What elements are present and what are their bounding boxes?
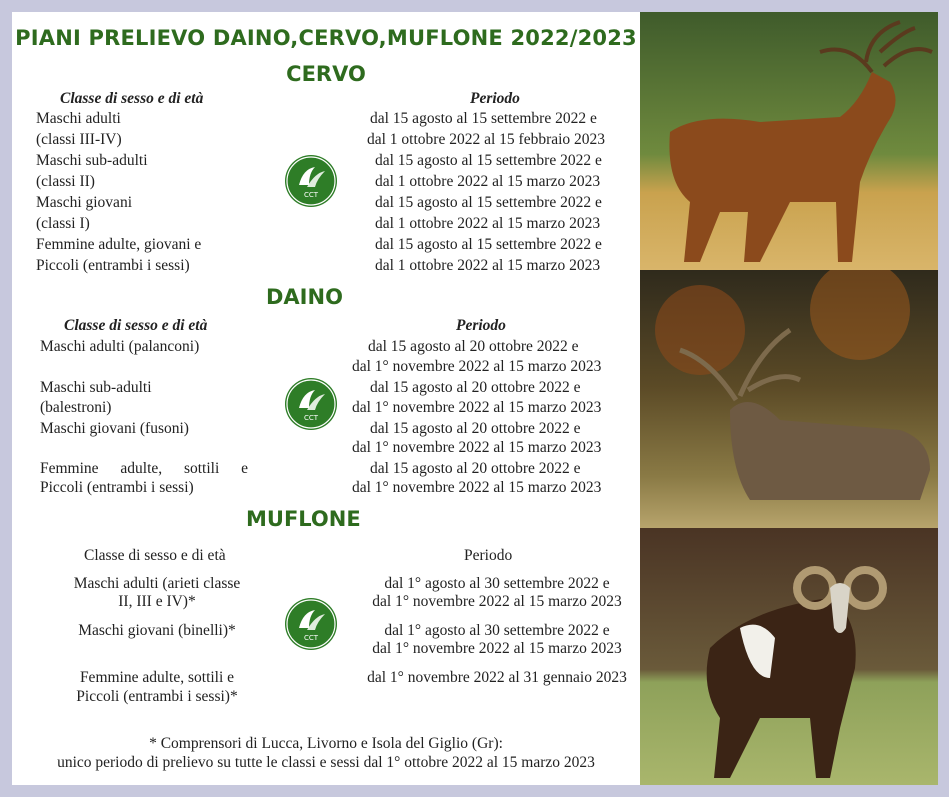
mouflon-ram-photo — [640, 528, 938, 785]
footnote-line-2: unico periodo di prelievo su tutte le classi e sessi dal 1° ottobre 2022 al 15 marzo 2023 — [57, 754, 595, 771]
fallow-deer-buck-photo — [640, 270, 938, 528]
daino-row-3-period: dal 15 agosto al 20 ottobre 2022 e — [370, 420, 581, 437]
red-deer-stag-photo — [640, 12, 938, 270]
daino-row-3-period-2: dal 1° novembre 2022 al 15 marzo 2023 — [352, 439, 602, 456]
section-heading-cervo: CERVO — [286, 62, 366, 86]
cct-logo-icon — [285, 155, 337, 207]
daino-row-1-period: dal 15 agosto al 20 ottobre 2022 e — [368, 338, 579, 355]
muflone-row-3-class: Femmine adulte, sottili e — [79, 669, 235, 686]
cervo-row-4-period: dal 15 agosto al 15 settembre 2022 e — [375, 236, 602, 253]
daino-row-4-period-2: dal 1° novembre 2022 al 15 marzo 2023 — [352, 479, 602, 496]
cervo-period-header: Periodo — [470, 90, 520, 107]
daino-row-2-period-2: dal 1° novembre 2022 al 15 marzo 2023 — [352, 399, 602, 416]
cct-logo-icon — [285, 598, 337, 650]
cervo-row-2-period: dal 15 agosto al 15 settembre 2022 e — [375, 152, 602, 169]
muflone-class-header: Classe di sesso e di età — [84, 547, 226, 564]
cervo-row-3-period-2: dal 1 ottobre 2022 al 15 marzo 2023 — [375, 215, 601, 232]
cct-logo-cervo — [285, 155, 337, 207]
cervo-row-1-period-2: dal 1 ottobre 2022 al 15 febbraio 2023 — [367, 131, 606, 148]
daino-row-3-class: Maschi giovani (fusoni) — [40, 420, 189, 437]
cct-logo-icon — [285, 378, 337, 430]
muflone-row-2-class: Maschi giovani (binelli)* — [78, 622, 236, 639]
daino-row-1-period-2: dal 1° novembre 2022 al 15 marzo 2023 — [352, 358, 602, 375]
daino-row-2-period: dal 15 agosto al 20 ottobre 2022 e — [370, 379, 581, 396]
daino-class-header: Classe di sesso e di età — [64, 317, 208, 334]
cervo-row-3-class: Maschi giovani — [36, 194, 132, 211]
muflone-row-1-period: dal 1° agosto al 30 settembre 2022 e — [384, 575, 610, 592]
cervo-row-2-class: Maschi sub-adulti — [36, 152, 148, 169]
poster-title: PIANI PRELIEVO DAINO,CERVO,MUFLONE 2022/2023 — [15, 26, 637, 50]
cervo-row-4-class-detail: Piccoli (entrambi i sessi) — [36, 257, 190, 274]
muflone-row-1-class-detail: II, III e IV)* — [118, 593, 196, 610]
cervo-row-2-class-detail: (classi II) — [36, 173, 95, 190]
muflone-row-2-period: dal 1° agosto al 30 settembre 2022 e — [384, 622, 610, 639]
muflone-row-3-period: dal 1° novembre 2022 al 31 gennaio 2023 — [367, 669, 627, 686]
daino-row-2-class-detail: (balestroni) — [40, 399, 112, 416]
cct-logo-daino — [285, 378, 337, 430]
cervo-row-2-period-2: dal 1 ottobre 2022 al 15 marzo 2023 — [375, 173, 601, 190]
cervo-row-1-class: Maschi adulti — [36, 110, 121, 127]
cervo-row-3-period: dal 15 agosto al 15 settembre 2022 e — [375, 194, 602, 211]
daino-row-2-class: Maschi sub-adulti — [40, 379, 152, 396]
footnote-line-1: * Comprensori di Lucca, Livorno e Isola del Giglio (Gr): — [149, 735, 503, 752]
muflone-row-1-class: Maschi adulti (arieti classe — [73, 575, 241, 592]
daino-period-header: Periodo — [456, 317, 506, 334]
cervo-row-4-period-2: dal 1 ottobre 2022 al 15 marzo 2023 — [375, 257, 601, 274]
section-heading-muflone: MUFLONE — [246, 507, 361, 531]
daino-row-4-class-detail: Piccoli (entrambi i sessi) — [40, 479, 194, 496]
muflone-period-header: Periodo — [464, 547, 513, 564]
svg-text:CCT: CCT — [303, 191, 319, 199]
daino-row-4-period: dal 15 agosto al 20 ottobre 2022 e — [370, 460, 581, 477]
muflone-row-2-period-2: dal 1° novembre 2022 al 15 marzo 2023 — [372, 640, 622, 657]
cct-logo-muflone — [285, 598, 337, 650]
daino-row-4-class: Femmine adulte, sottili e — [40, 460, 248, 477]
cervo-row-1-period: dal 15 agosto al 15 settembre 2022 e — [370, 110, 597, 127]
hunting-plan-text — [12, 12, 640, 785]
cervo-row-4-class: Femmine adulte, giovani e — [36, 236, 202, 253]
muflone-row-1-period-2: dal 1° novembre 2022 al 15 marzo 2023 — [372, 593, 622, 610]
poster-panel — [12, 12, 938, 785]
section-heading-daino: DAINO — [266, 285, 343, 309]
daino-row-1-class: Maschi adulti (palanconi) — [40, 338, 200, 355]
muflone-row-3-class-detail: Piccoli (entrambi i sessi)* — [76, 688, 238, 705]
svg-text:CCT: CCT — [303, 634, 319, 642]
cervo-row-1-class-detail: (classi III-IV) — [36, 131, 122, 148]
cervo-row-3-class-detail: (classi I) — [36, 215, 90, 232]
cervo-class-header: Classe di sesso e di età — [60, 90, 204, 107]
svg-text:CCT: CCT — [303, 414, 319, 422]
